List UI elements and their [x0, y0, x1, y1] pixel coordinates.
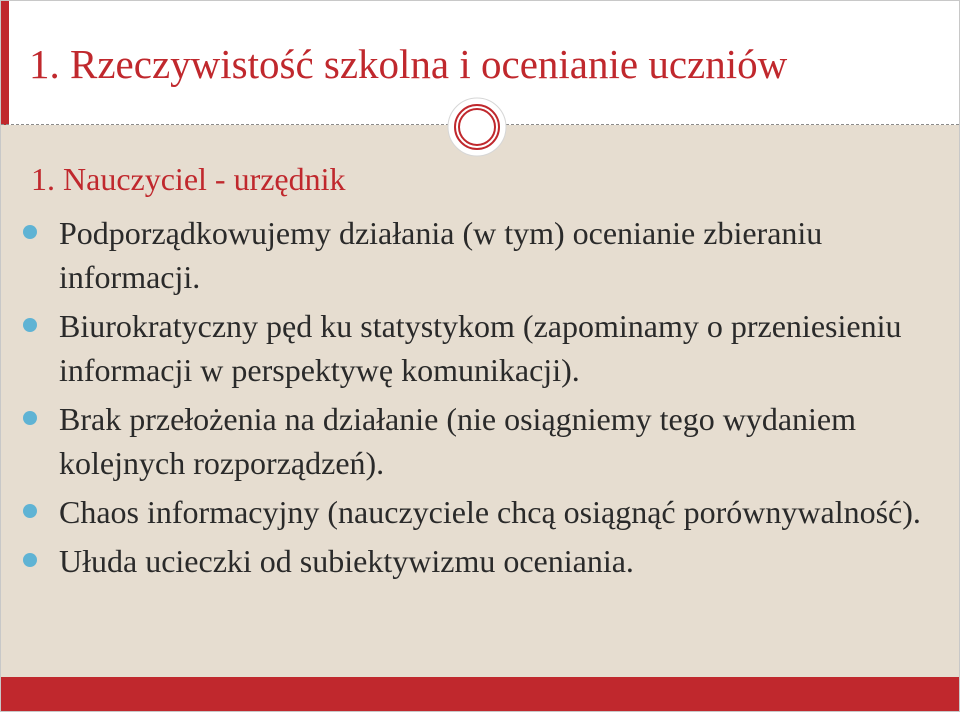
footer-bar [1, 677, 959, 711]
list-item-text: Biurokratyczny pęd ku statystykom (zapominamy o przeniesieniu informacji w perspektywę komunikacji). [59, 308, 902, 388]
concentric-circle-icon [447, 97, 507, 157]
bullet-dot-icon [23, 225, 37, 239]
section-subheading: 1. Nauczyciel - urzędnik [31, 161, 346, 197]
bullet-dot-icon [23, 504, 37, 518]
bullet-dot-icon [23, 553, 37, 567]
list-item-text: Podporządkowujemy działania (w tym) ocenianie zbieraniu informacji. [59, 215, 823, 295]
list-item [1, 490, 931, 534]
bullet-list [1, 211, 931, 588]
title-accent-bar [1, 1, 9, 125]
list-item-text: Chaos informacyjny (nauczyciele chcą osiągnąć porównywalność). [59, 494, 921, 530]
list-item [1, 304, 931, 392]
bullet-dot-icon [23, 318, 37, 332]
list-item [1, 539, 931, 583]
list-item-text: Ułuda ucieczki od subiektywizmu oceniania. [59, 543, 634, 579]
bullet-dot-icon [23, 411, 37, 425]
list-item-text: Brak przełożenia na działanie (nie osiągniemy tego wydaniem kolejnych rozporządzeń). [59, 401, 857, 481]
slide-title: 1. Rzeczywistość szkolna i ocenianie uczniów [29, 41, 788, 87]
list-item [1, 211, 931, 299]
list-item [1, 397, 931, 485]
